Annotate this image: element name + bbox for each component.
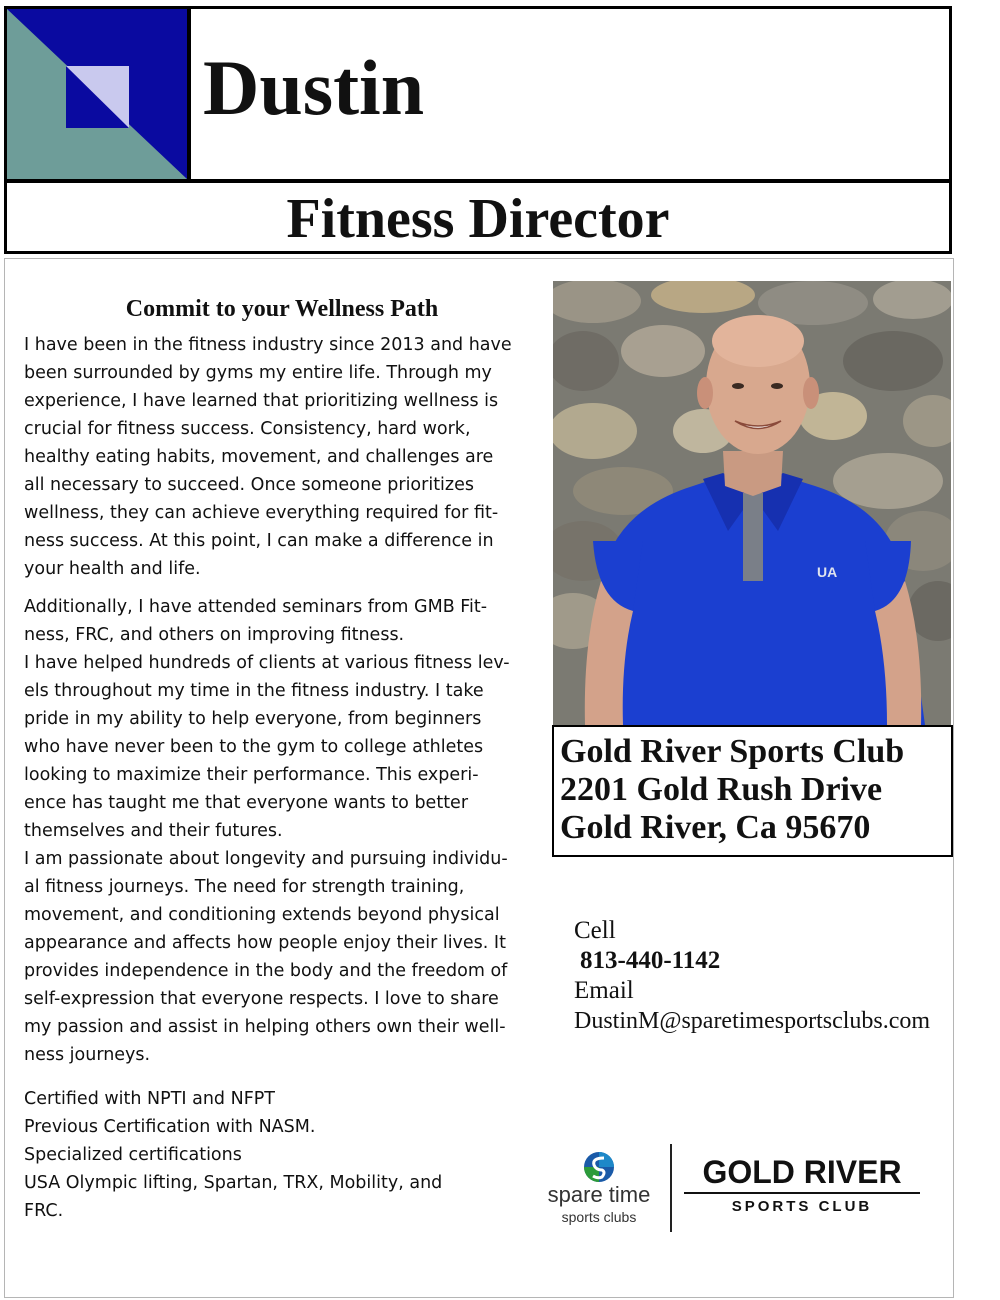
- certifications: Certified with NPTI and NFPT Previous Certification with NASM. Specialized certifications USA Olympic lifting, Spartan, TRX, Mobility, and FRC.: [24, 1089, 443, 1221]
- address-city: Gold River, Ca 95670: [560, 809, 871, 846]
- gold-river-rule: [684, 1192, 920, 1194]
- address-street: 2201 Gold Rush Drive: [560, 771, 883, 808]
- spare-time-logo: [534, 1150, 664, 1230]
- cell-label: Cell: [574, 917, 616, 944]
- bio-paragraph-1: I have been in the fitness industry since 2013 and have been surrounded by gyms my entire life. Through my experience, I have learned that prioritizing wellness is crucial for fitness success. Consistency, hard work, healthy eating habits, movement, and challenges are all necessary to succeed. Once someone prioritizes wellness, they can achieve everything required for fit- ness success. At this point, I can make a difference in your health and life.: [24, 335, 512, 579]
- header-banner: [4, 6, 952, 182]
- spare-time-wordmark: spare time: [547, 1182, 651, 1207]
- email-label: Email: [574, 977, 634, 1004]
- shirt-logo: UA: [817, 564, 838, 580]
- bio-paragraph-2: Additionally, I have attended seminars from GMB Fit- ness, FRC, and others on improving fitness. I have helped hundreds of clients at various fitness lev- els throughout my time in the fitness industry. I take pride in my ability to help everyone, from beginners who have never been to the gym to college athletes looking to maximize their performance. This experi- ence has taught me that everyone wants to better themselves and their futures. I am passionate about longevity and pursuing individu- al fitness journeys. The need for strength training, movement, and conditioning extends beyond physical appearance and affects how people enjoy their lives. It provides independence in the body and the freedom of self-expression that everyone respects. I love to share my passion and assist in helping others own their well- ness journeys.: [24, 597, 510, 1065]
- header-divider: [187, 9, 191, 179]
- bio-column: [24, 296, 540, 1225]
- cell-number[interactable]: 813-440-1142: [580, 947, 721, 974]
- bio-heading: Commit to your Wellness Path: [125, 296, 439, 322]
- spare-time-subtitle: sports clubs: [561, 1209, 637, 1225]
- gold-river-wordmark: GOLD RIVER: [702, 1154, 902, 1190]
- gold-river-logo: [684, 1154, 920, 1215]
- job-title: Fitness Director: [286, 188, 670, 250]
- gold-river-subtitle: SPORTS CLUB: [731, 1198, 873, 1215]
- person-name: Dustin: [203, 44, 425, 131]
- role-banner: [4, 180, 952, 254]
- logo-separator: [670, 1144, 672, 1232]
- email-address[interactable]: DustinM@sparetimesportsclubs.com: [574, 1008, 931, 1034]
- address-club-name: Gold River Sports Club: [560, 733, 905, 770]
- address-box: [552, 725, 953, 857]
- geometric-logo-icon: [7, 9, 187, 179]
- contact-info: [574, 916, 930, 1036]
- profile-photo: [553, 281, 951, 725]
